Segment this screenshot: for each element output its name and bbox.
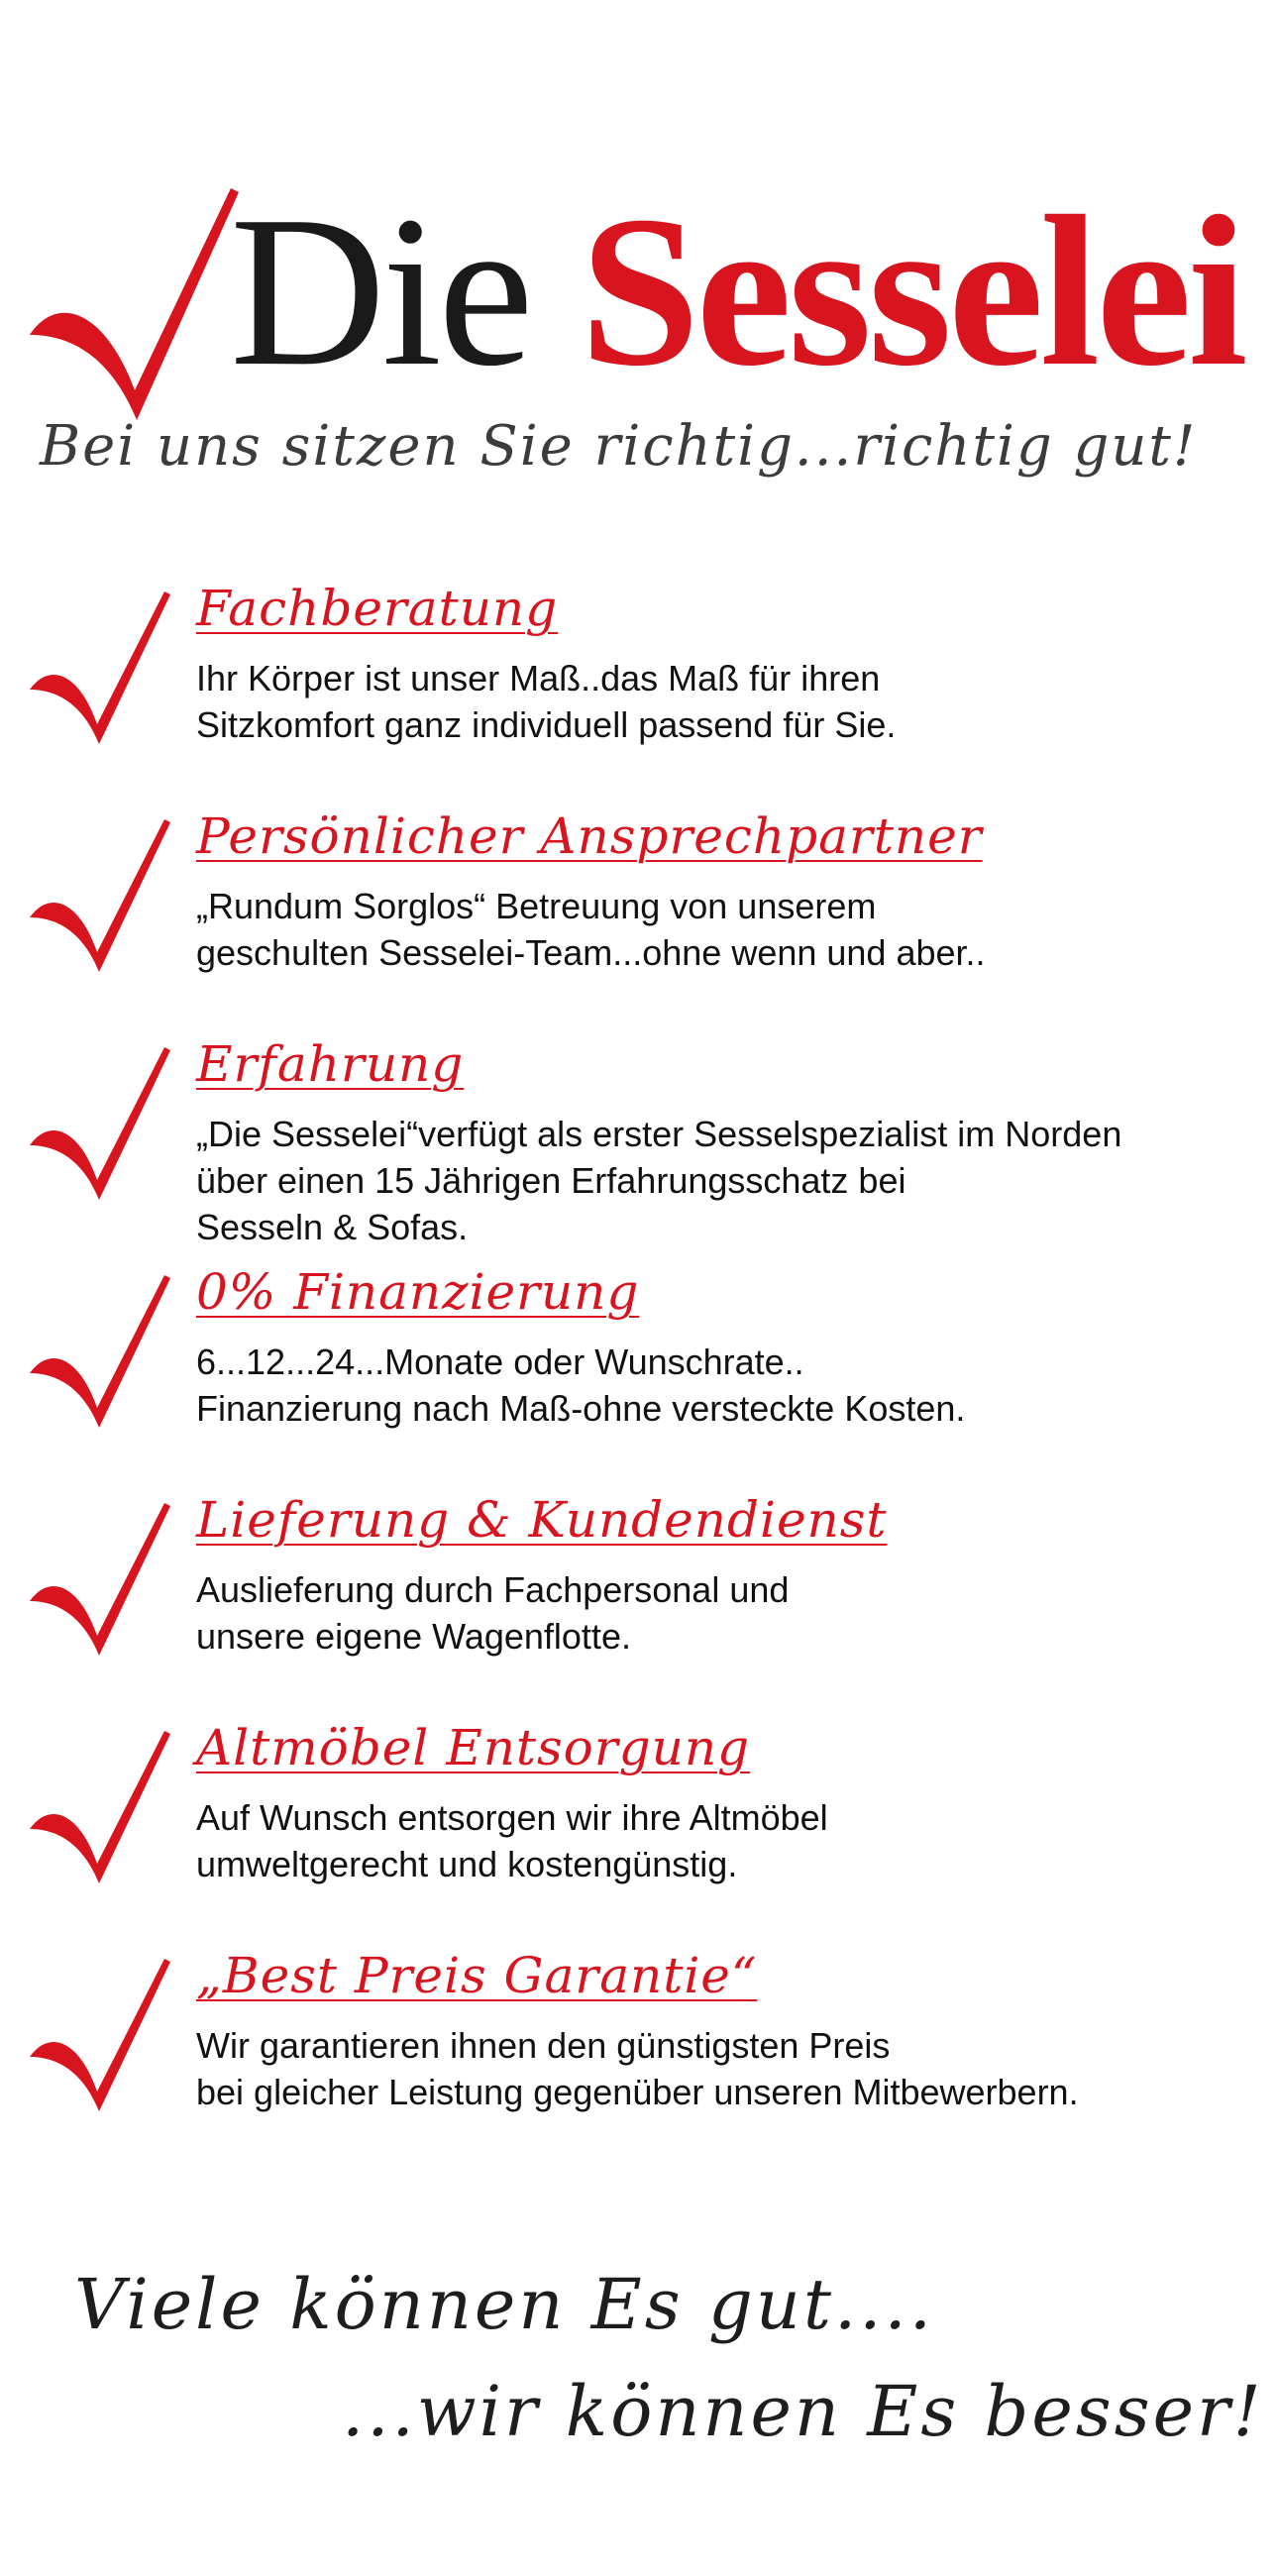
check-mark-icon xyxy=(28,1043,176,1202)
tagline: Bei uns sitzen Sie richtig...richtig gut! xyxy=(40,414,1198,479)
feature-description: Auslieferung durch Fachpersonal und unsere eigene Wagenflotte. xyxy=(196,1569,790,1657)
feature-item-lieferung xyxy=(0,1491,1278,1719)
feature-description: „Die Sesselei“verfügt als erster Sesselspezialist im Norden über einen 15 Jährigen Erfahrungsschatz bei Sesseln & Sofas. xyxy=(196,1114,1122,1247)
slogan-line-1: Viele können Es gut.... xyxy=(74,2264,934,2345)
feature-title: Erfahrung xyxy=(196,1035,465,1093)
feature-description: „Rundum Sorglos“ Betreuung von unserem geschulten Sesselei-Team...ohne wenn und aber.. xyxy=(196,886,986,973)
feature-title: Altmöbel Entsorgung xyxy=(196,1719,751,1776)
feature-description: Auf Wunsch entsorgen wir ihre Altmöbel umweltgerecht und kostengünstig. xyxy=(196,1797,828,1884)
feature-description: Ihr Körper ist unser Maß..das Maß für ihren Sitzkomfort ganz individuell passend für Sie. xyxy=(196,658,897,745)
check-mark-icon xyxy=(28,588,176,746)
feature-title: Fachberatung xyxy=(196,580,559,637)
check-mark-icon xyxy=(28,1955,176,2113)
feature-title: Persönlicher Ansprechpartner xyxy=(196,807,983,865)
feature-title: 0% Finanzierung xyxy=(196,1263,640,1321)
feature-item-fachberatung xyxy=(0,580,1278,807)
brand-die: Die xyxy=(230,172,530,411)
feature-item-entsorgung xyxy=(0,1719,1278,1947)
slogan-line-2: ...wir können Es besser! xyxy=(342,2371,1264,2452)
feature-title: Lieferung & Kundendienst xyxy=(196,1491,888,1549)
brand-name: Sesselei xyxy=(580,172,1244,411)
feature-title: „Best Preis Garantie“ xyxy=(196,1947,758,2004)
check-mark-icon xyxy=(28,1727,176,1885)
check-mark-icon xyxy=(28,815,176,974)
feature-list xyxy=(0,580,1278,2175)
brand-logo xyxy=(230,172,1244,411)
feature-item-finanzierung xyxy=(0,1263,1278,1491)
feature-item-erfahrung xyxy=(0,1035,1278,1263)
feature-description: Wir garantieren ihnen den günstigsten Preis bei gleicher Leistung gegenüber unseren Mitbewerbern. xyxy=(196,2025,1079,2112)
feature-item-preisgarantie xyxy=(0,1947,1278,2175)
feature-item-ansprechpartner xyxy=(0,807,1278,1035)
header xyxy=(0,0,1278,555)
check-mark-icon xyxy=(28,1499,176,1658)
feature-description: 6...12...24...Monate oder Wunschrate.. Finanzierung nach Maß-ohne versteckte Kosten. xyxy=(196,1342,966,1429)
check-mark-icon xyxy=(28,186,256,424)
check-mark-icon xyxy=(28,1271,176,1430)
